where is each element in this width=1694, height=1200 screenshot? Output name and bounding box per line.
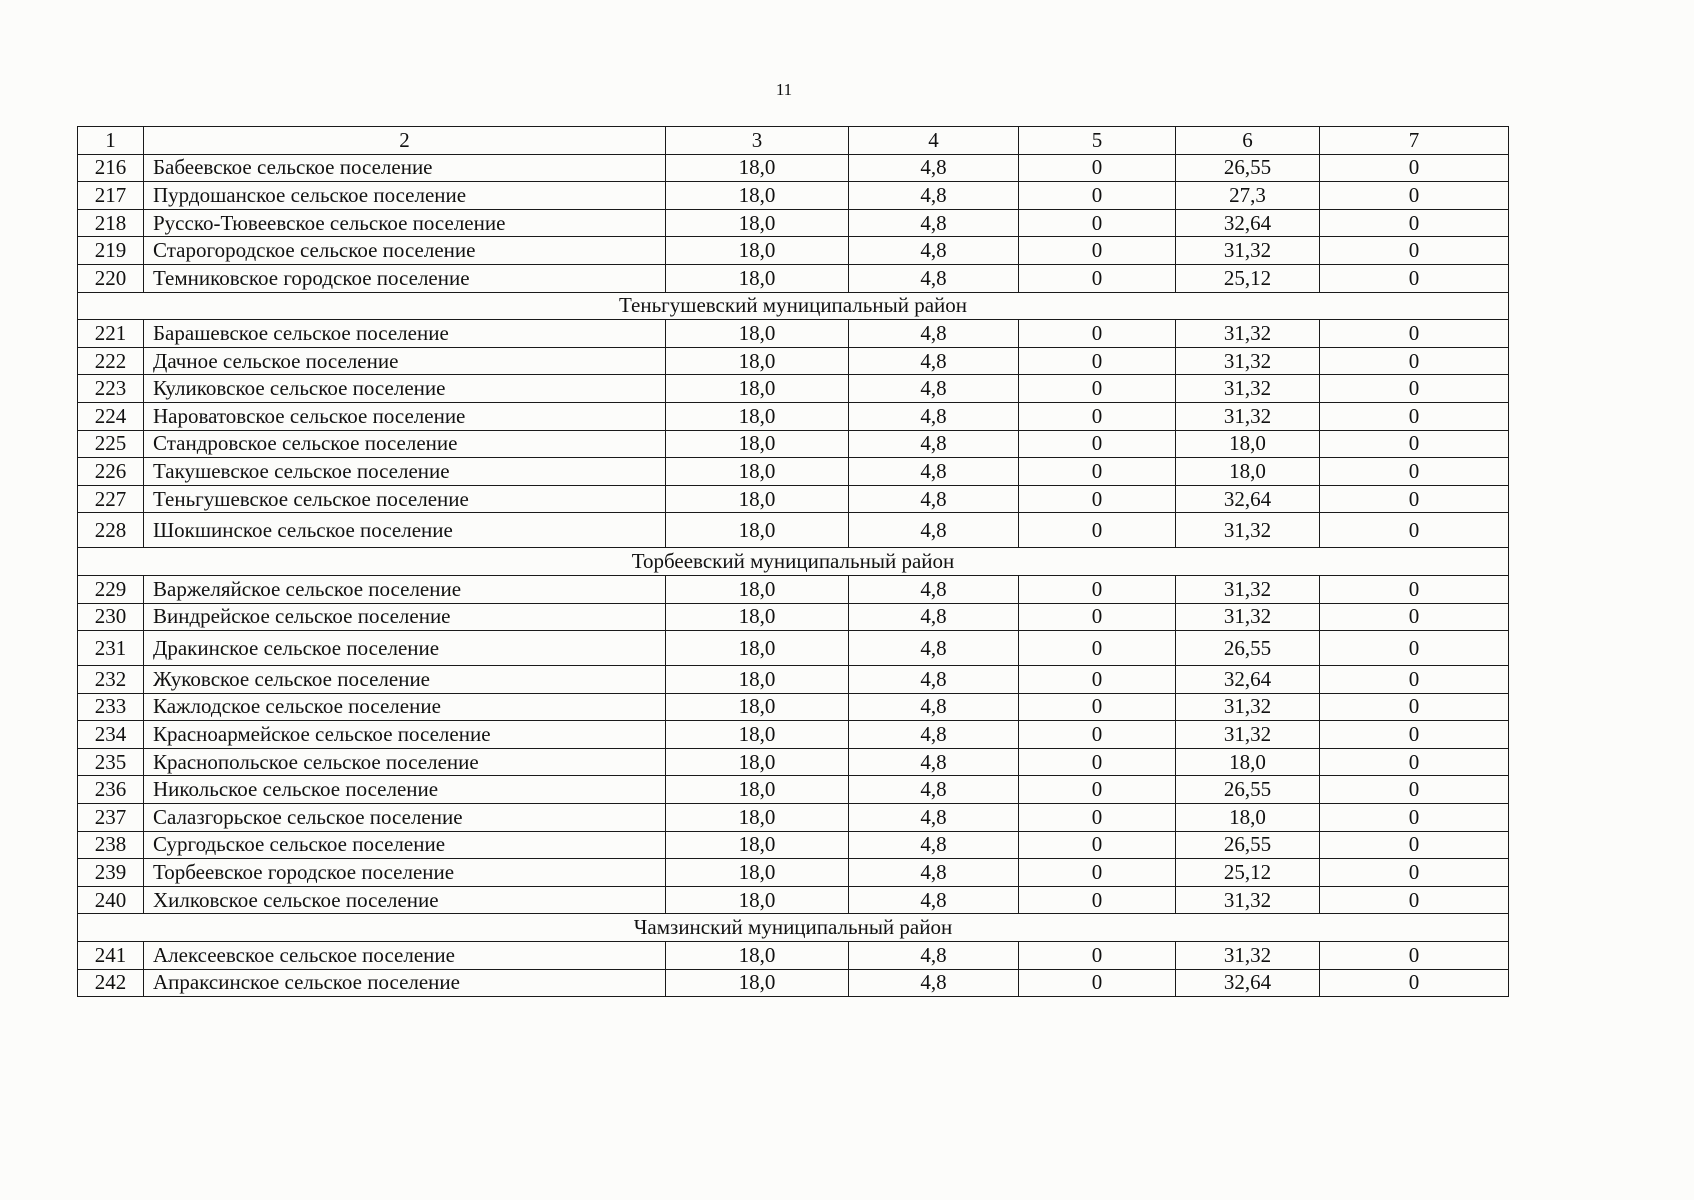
col-4-cell: 4,8 [849, 154, 1019, 182]
col-3-cell: 18,0 [666, 182, 849, 210]
settlement-name-cell: Апраксинское сельское поселение [144, 969, 666, 997]
col-5-cell: 0 [1019, 969, 1176, 997]
row-number-cell: 228 [78, 513, 144, 548]
col-5-cell: 0 [1019, 513, 1176, 548]
row-number-cell: 233 [78, 693, 144, 721]
table-row [78, 631, 1509, 666]
col-5-cell: 0 [1019, 942, 1176, 970]
header-cell-1: 1 [78, 127, 144, 155]
col-6-cell: 31,32 [1176, 942, 1320, 970]
col-7-cell: 0 [1320, 776, 1509, 804]
settlement-name-cell: Русско-Тювеевское сельское поселение [144, 209, 666, 237]
col-6-cell: 31,32 [1176, 513, 1320, 548]
row-number-cell: 231 [78, 631, 144, 666]
col-4-cell: 4,8 [849, 748, 1019, 776]
col-4-cell: 4,8 [849, 485, 1019, 513]
col-3-cell: 18,0 [666, 942, 849, 970]
col-6-cell: 32,64 [1176, 209, 1320, 237]
settlement-name-cell: Сургодьское сельское поселение [144, 831, 666, 859]
settlement-name-cell: Шокшинское сельское поселение [144, 513, 666, 548]
col-3-cell: 18,0 [666, 886, 849, 914]
row-number-cell: 238 [78, 831, 144, 859]
col-7-cell: 0 [1320, 209, 1509, 237]
col-5-cell: 0 [1019, 693, 1176, 721]
col-6-cell: 32,64 [1176, 485, 1320, 513]
col-7-cell: 0 [1320, 693, 1509, 721]
row-number-cell: 218 [78, 209, 144, 237]
row-number-cell: 224 [78, 402, 144, 430]
col-6-cell: 25,12 [1176, 264, 1320, 292]
col-5-cell: 0 [1019, 347, 1176, 375]
col-6-cell: 31,32 [1176, 603, 1320, 631]
table-row [78, 603, 1509, 631]
col-3-cell: 18,0 [666, 969, 849, 997]
col-6-cell: 31,32 [1176, 693, 1320, 721]
settlement-name-cell: Торбеевское городское поселение [144, 859, 666, 887]
row-number-cell: 241 [78, 942, 144, 970]
row-number-cell: 239 [78, 859, 144, 887]
col-6-cell: 31,32 [1176, 375, 1320, 403]
table-body [78, 127, 1509, 997]
col-3-cell: 18,0 [666, 237, 849, 265]
settlement-name-cell: Жуковское сельское поселение [144, 666, 666, 694]
col-5-cell: 0 [1019, 182, 1176, 210]
settlement-name-cell: Никольское сельское поселение [144, 776, 666, 804]
col-4-cell: 4,8 [849, 513, 1019, 548]
col-4-cell: 4,8 [849, 776, 1019, 804]
table-row [78, 666, 1509, 694]
col-4-cell: 4,8 [849, 631, 1019, 666]
settlement-name-cell: Варжеляйское сельское поселение [144, 575, 666, 603]
row-number-cell: 225 [78, 430, 144, 458]
col-6-cell: 27,3 [1176, 182, 1320, 210]
col-5-cell: 0 [1019, 831, 1176, 859]
settlement-name-cell: Куликовское сельское поселение [144, 375, 666, 403]
table-row [78, 804, 1509, 832]
col-7-cell: 0 [1320, 804, 1509, 832]
col-7-cell: 0 [1320, 485, 1509, 513]
col-3-cell: 18,0 [666, 402, 849, 430]
col-5-cell: 0 [1019, 575, 1176, 603]
col-6-cell: 18,0 [1176, 458, 1320, 486]
col-7-cell: 0 [1320, 320, 1509, 348]
col-7-cell: 0 [1320, 886, 1509, 914]
col-3-cell: 18,0 [666, 776, 849, 804]
settlement-name-cell: Салазгорьское сельское поселение [144, 804, 666, 832]
col-3-cell: 18,0 [666, 320, 849, 348]
col-4-cell: 4,8 [849, 264, 1019, 292]
col-7-cell: 0 [1320, 402, 1509, 430]
col-5-cell: 0 [1019, 402, 1176, 430]
col-3-cell: 18,0 [666, 347, 849, 375]
row-number-cell: 219 [78, 237, 144, 265]
col-4-cell: 4,8 [849, 804, 1019, 832]
col-6-cell: 31,32 [1176, 320, 1320, 348]
col-6-cell: 26,55 [1176, 631, 1320, 666]
row-number-cell: 230 [78, 603, 144, 631]
col-4-cell: 4,8 [849, 603, 1019, 631]
data-table [77, 126, 1509, 997]
table-row [78, 458, 1509, 486]
header-cell-4: 4 [849, 127, 1019, 155]
row-number-cell: 222 [78, 347, 144, 375]
section-row [78, 292, 1509, 320]
col-7-cell: 0 [1320, 154, 1509, 182]
table-row [78, 513, 1509, 548]
col-5-cell: 0 [1019, 666, 1176, 694]
section-row [78, 548, 1509, 576]
table-row [78, 942, 1509, 970]
row-number-cell: 240 [78, 886, 144, 914]
table-row [78, 721, 1509, 749]
table-row [78, 575, 1509, 603]
col-3-cell: 18,0 [666, 154, 849, 182]
row-number-cell: 223 [78, 375, 144, 403]
col-5-cell: 0 [1019, 886, 1176, 914]
col-3-cell: 18,0 [666, 603, 849, 631]
section-title: Чамзинский муниципальный район [78, 914, 1509, 942]
col-4-cell: 4,8 [849, 237, 1019, 265]
settlement-name-cell: Виндрейское сельское поселение [144, 603, 666, 631]
col-3-cell: 18,0 [666, 748, 849, 776]
settlement-name-cell: Нароватовское сельское поселение [144, 402, 666, 430]
header-cell-5: 5 [1019, 127, 1176, 155]
row-number-cell: 227 [78, 485, 144, 513]
col-6-cell: 31,32 [1176, 237, 1320, 265]
col-6-cell: 31,32 [1176, 886, 1320, 914]
table-row [78, 320, 1509, 348]
col-3-cell: 18,0 [666, 430, 849, 458]
col-3-cell: 18,0 [666, 485, 849, 513]
table-row [78, 154, 1509, 182]
col-7-cell: 0 [1320, 458, 1509, 486]
settlement-name-cell: Теньгушевское сельское поселение [144, 485, 666, 513]
col-4-cell: 4,8 [849, 721, 1019, 749]
col-5-cell: 0 [1019, 264, 1176, 292]
col-3-cell: 18,0 [666, 721, 849, 749]
col-4-cell: 4,8 [849, 347, 1019, 375]
row-number-cell: 232 [78, 666, 144, 694]
col-4-cell: 4,8 [849, 430, 1019, 458]
table-row [78, 430, 1509, 458]
col-4-cell: 4,8 [849, 375, 1019, 403]
table-row [78, 209, 1509, 237]
col-5-cell: 0 [1019, 209, 1176, 237]
col-5-cell: 0 [1019, 458, 1176, 486]
col-7-cell: 0 [1320, 347, 1509, 375]
row-number-cell: 221 [78, 320, 144, 348]
col-3-cell: 18,0 [666, 375, 849, 403]
col-4-cell: 4,8 [849, 182, 1019, 210]
col-6-cell: 26,55 [1176, 154, 1320, 182]
col-6-cell: 32,64 [1176, 969, 1320, 997]
col-3-cell: 18,0 [666, 693, 849, 721]
settlement-name-cell: Пурдошанское сельское поселение [144, 182, 666, 210]
col-7-cell: 0 [1320, 375, 1509, 403]
row-number-cell: 229 [78, 575, 144, 603]
col-5-cell: 0 [1019, 631, 1176, 666]
table-row [78, 748, 1509, 776]
col-4-cell: 4,8 [849, 969, 1019, 997]
table-row [78, 182, 1509, 210]
col-5-cell: 0 [1019, 748, 1176, 776]
col-7-cell: 0 [1320, 969, 1509, 997]
col-3-cell: 18,0 [666, 209, 849, 237]
section-title: Теньгушевский муниципальный район [78, 292, 1509, 320]
row-number-cell: 226 [78, 458, 144, 486]
col-3-cell: 18,0 [666, 631, 849, 666]
col-6-cell: 32,64 [1176, 666, 1320, 694]
settlement-name-cell: Старогородское сельское поселение [144, 237, 666, 265]
section-row [78, 914, 1509, 942]
col-4-cell: 4,8 [849, 886, 1019, 914]
col-4-cell: 4,8 [849, 942, 1019, 970]
col-3-cell: 18,0 [666, 859, 849, 887]
table-row [78, 693, 1509, 721]
table-row [78, 969, 1509, 997]
settlement-name-cell: Красноармейское сельское поселение [144, 721, 666, 749]
col-6-cell: 31,32 [1176, 575, 1320, 603]
col-7-cell: 0 [1320, 513, 1509, 548]
settlement-name-cell: Дракинское сельское поселение [144, 631, 666, 666]
col-5-cell: 0 [1019, 603, 1176, 631]
col-4-cell: 4,8 [849, 320, 1019, 348]
col-7-cell: 0 [1320, 237, 1509, 265]
col-6-cell: 31,32 [1176, 402, 1320, 430]
table-row [78, 347, 1509, 375]
table-row [78, 264, 1509, 292]
col-6-cell: 18,0 [1176, 748, 1320, 776]
header-row [78, 127, 1509, 155]
settlement-name-cell: Хилковское сельское поселение [144, 886, 666, 914]
col-7-cell: 0 [1320, 575, 1509, 603]
col-5-cell: 0 [1019, 859, 1176, 887]
col-4-cell: 4,8 [849, 209, 1019, 237]
col-7-cell: 0 [1320, 831, 1509, 859]
settlement-name-cell: Барашевское сельское поселение [144, 320, 666, 348]
col-4-cell: 4,8 [849, 402, 1019, 430]
table-row [78, 237, 1509, 265]
col-7-cell: 0 [1320, 721, 1509, 749]
table-row [78, 886, 1509, 914]
col-4-cell: 4,8 [849, 859, 1019, 887]
col-7-cell: 0 [1320, 264, 1509, 292]
settlement-name-cell: Кажлодское сельское поселение [144, 693, 666, 721]
col-4-cell: 4,8 [849, 693, 1019, 721]
col-3-cell: 18,0 [666, 666, 849, 694]
col-5-cell: 0 [1019, 375, 1176, 403]
col-6-cell: 25,12 [1176, 859, 1320, 887]
section-title: Торбеевский муниципальный район [78, 548, 1509, 576]
header-cell-7: 7 [1320, 127, 1509, 155]
col-6-cell: 31,32 [1176, 721, 1320, 749]
row-number-cell: 237 [78, 804, 144, 832]
col-5-cell: 0 [1019, 721, 1176, 749]
col-7-cell: 0 [1320, 859, 1509, 887]
col-3-cell: 18,0 [666, 458, 849, 486]
row-number-cell: 217 [78, 182, 144, 210]
col-4-cell: 4,8 [849, 575, 1019, 603]
row-number-cell: 234 [78, 721, 144, 749]
col-4-cell: 4,8 [849, 666, 1019, 694]
col-5-cell: 0 [1019, 776, 1176, 804]
header-cell-2: 2 [144, 127, 666, 155]
table-row [78, 375, 1509, 403]
col-6-cell: 18,0 [1176, 804, 1320, 832]
table-row [78, 485, 1509, 513]
col-5-cell: 0 [1019, 430, 1176, 458]
settlement-name-cell: Стандровское сельское поселение [144, 430, 666, 458]
row-number-cell: 242 [78, 969, 144, 997]
col-4-cell: 4,8 [849, 831, 1019, 859]
table-row [78, 776, 1509, 804]
settlement-name-cell: Темниковское городское поселение [144, 264, 666, 292]
col-3-cell: 18,0 [666, 513, 849, 548]
header-cell-6: 6 [1176, 127, 1320, 155]
col-3-cell: 18,0 [666, 575, 849, 603]
col-3-cell: 18,0 [666, 264, 849, 292]
table-row [78, 859, 1509, 887]
col-5-cell: 0 [1019, 320, 1176, 348]
col-5-cell: 0 [1019, 804, 1176, 832]
table-row [78, 831, 1509, 859]
col-7-cell: 0 [1320, 430, 1509, 458]
col-5-cell: 0 [1019, 154, 1176, 182]
col-3-cell: 18,0 [666, 831, 849, 859]
page-number: 11 [775, 80, 793, 99]
col-5-cell: 0 [1019, 237, 1176, 265]
col-7-cell: 0 [1320, 603, 1509, 631]
row-number-cell: 216 [78, 154, 144, 182]
col-6-cell: 18,0 [1176, 430, 1320, 458]
col-7-cell: 0 [1320, 666, 1509, 694]
settlement-name-cell: Бабеевское сельское поселение [144, 154, 666, 182]
settlement-name-cell: Такушевское сельское поселение [144, 458, 666, 486]
settlement-name-cell: Краснопольское сельское поселение [144, 748, 666, 776]
header-cell-3: 3 [666, 127, 849, 155]
table-row [78, 402, 1509, 430]
col-7-cell: 0 [1320, 942, 1509, 970]
col-7-cell: 0 [1320, 182, 1509, 210]
settlement-name-cell: Дачное сельское поселение [144, 347, 666, 375]
settlement-name-cell: Алексеевское сельское поселение [144, 942, 666, 970]
col-6-cell: 31,32 [1176, 347, 1320, 375]
col-6-cell: 26,55 [1176, 831, 1320, 859]
col-6-cell: 26,55 [1176, 776, 1320, 804]
col-7-cell: 0 [1320, 631, 1509, 666]
col-5-cell: 0 [1019, 485, 1176, 513]
col-4-cell: 4,8 [849, 458, 1019, 486]
row-number-cell: 236 [78, 776, 144, 804]
col-3-cell: 18,0 [666, 804, 849, 832]
col-7-cell: 0 [1320, 748, 1509, 776]
row-number-cell: 235 [78, 748, 144, 776]
row-number-cell: 220 [78, 264, 144, 292]
